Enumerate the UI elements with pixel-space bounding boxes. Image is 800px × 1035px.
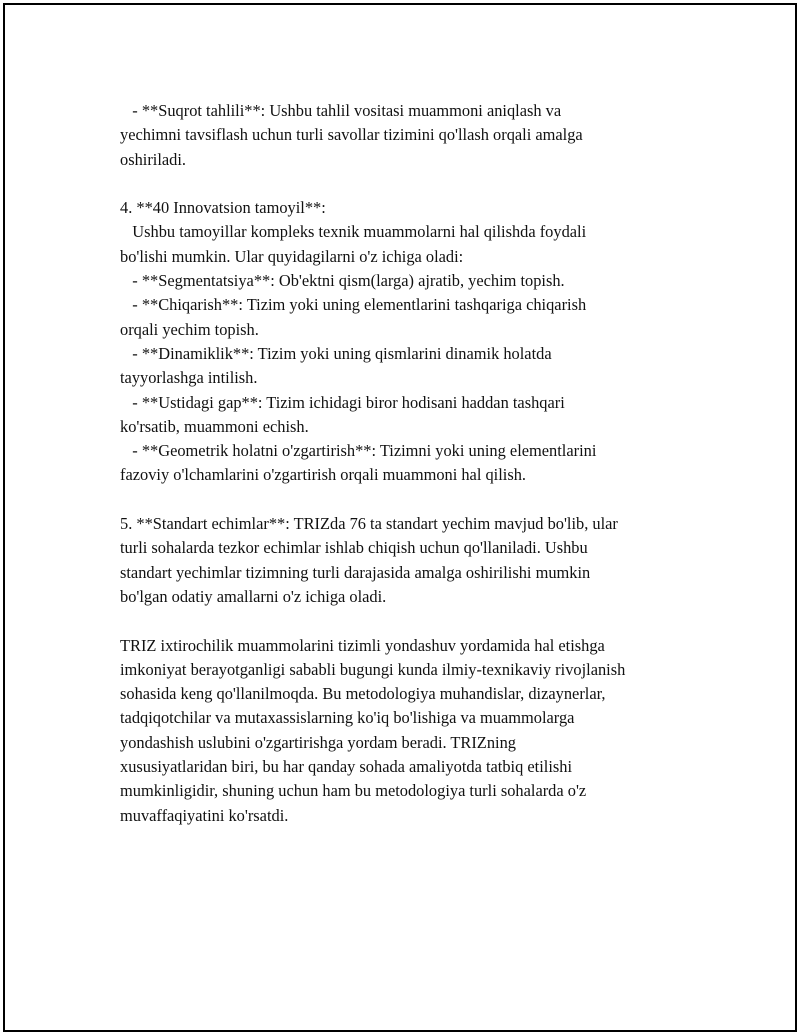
text-line: yondashish uslubini o'zgartirishga yordam beradi. TRIZning: [120, 732, 516, 752]
text-line: oshiriladi.: [120, 149, 187, 169]
text-line: bo'lgan odatiy amallarni o'z ichiga oladi.: [120, 586, 387, 606]
list-item: - **Chiqarish**: Tizim yoki uning elementlarini tashqariga chiqarish: [120, 295, 587, 315]
text-line: tadqiqotchilar va mutaxassislarning ko'iq bo'lishiga va muammolarga: [120, 708, 575, 728]
paragraph-gap: [120, 609, 710, 633]
document-body: [120, 99, 710, 828]
text-line: Ushbu tamoyillar kompleks texnik muammolarni hal qilishda foydali: [120, 222, 587, 242]
paragraph-standart-echimlar: [120, 512, 710, 609]
list-item: - **Ustidagi gap**: Tizim ichidagi biror hodisani haddan tashqari: [120, 392, 565, 412]
paragraph-suqrot-tahlili: [120, 99, 710, 172]
text-line: orqali yechim topish.: [120, 319, 259, 339]
paragraph-innovatsion-tamoyil: [120, 196, 710, 488]
text-line: xususiyatlaridan biri, bu har qanday sohada amaliyotda tatbiq etilishi: [120, 757, 572, 777]
text-line: TRIZ ixtirochilik muammolarini tizimli yondashuv yordamida hal etishga: [120, 635, 605, 655]
text-line: fazoviy o'lchamlarini o'zgartirish orqali muammoni hal qilish.: [120, 465, 527, 485]
paragraph-gap: [120, 172, 710, 196]
section-heading: 5. **Standart echimlar**: TRIZda 76 ta standart yechim mavjud bo'lib, ular: [120, 514, 618, 534]
text-line: ko'rsatib, muammoni echish.: [120, 416, 309, 436]
text-line: standart yechimlar tizimning turli darajasida amalga oshirilishi mumkin: [120, 562, 591, 582]
paragraph-xulosa: [120, 634, 710, 828]
text-line: yechimni tavsiflash uchun turli savollar tizimini qo'llash orqali amalga: [120, 125, 583, 145]
section-heading: 4. **40 Innovatsion tamoyil**:: [120, 198, 326, 218]
page-frame: [3, 3, 797, 1032]
text-line: - **Suqrot tahlili**: Ushbu tahlil vositasi muammoni aniqlash va: [120, 101, 562, 120]
paragraph-gap: [120, 488, 710, 512]
text-line: sohasida keng qo'llanilmoqda. Bu metodologiya muhandislar, dizaynerlar,: [120, 684, 606, 704]
text-line: mumkinligidir, shuning uchun ham bu metodologiya turli sohalarda o'z: [120, 781, 587, 801]
list-item: - **Geometrik holatni o'zgartirish**: Tizimni yoki uning elementlarini: [120, 441, 597, 461]
text-line: tayyorlashga intilish.: [120, 368, 258, 388]
text-line: bo'lishi mumkin. Ular quyidagilarni o'z ichiga oladi:: [120, 246, 464, 266]
list-item: - **Segmentatsiya**: Ob'ektni qism(larga) ajratib, yechim topish.: [120, 271, 565, 291]
text-line: imkoniyat berayotganligi sababli bugungi kunda ilmiy-texnikaviy rivojlanish: [120, 659, 626, 679]
text-line: muvaffaqiyatini ko'rsatdi.: [120, 805, 289, 825]
text-line: turli sohalarda tezkor echimlar ishlab chiqish uchun qo'llaniladi. Ushbu: [120, 538, 588, 558]
list-item: - **Dinamiklik**: Tizim yoki uning qismlarini dinamik holatda: [120, 343, 552, 363]
